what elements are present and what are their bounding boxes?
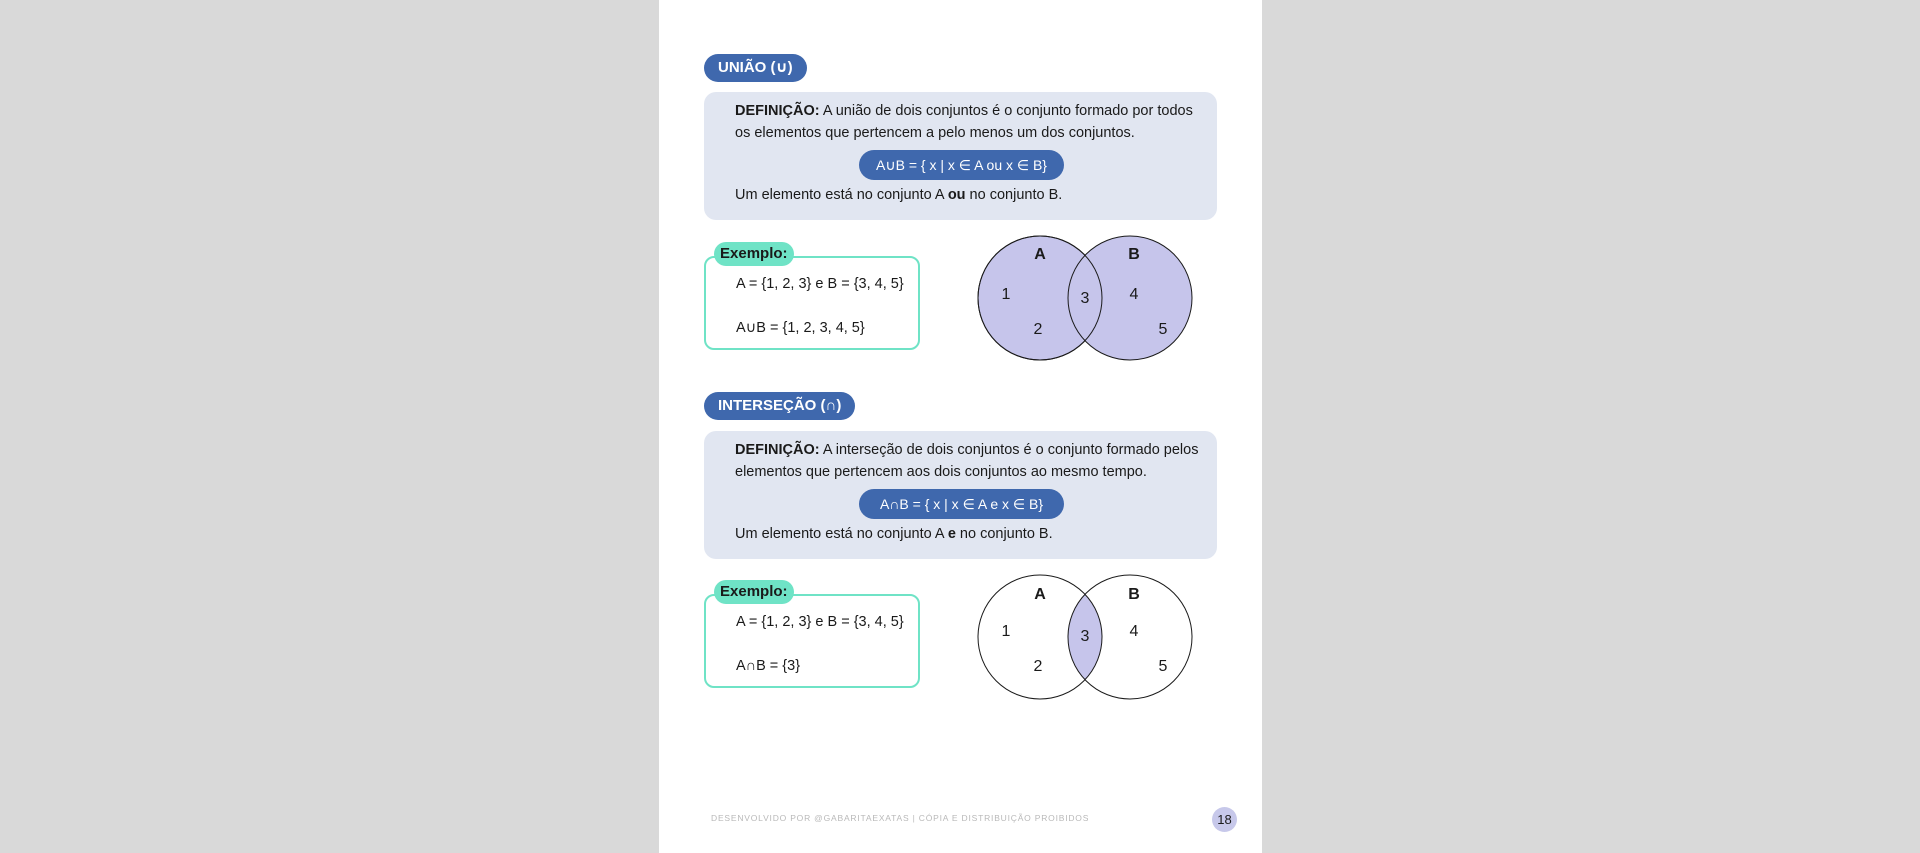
intersection-example-result: A∩B = {3} (736, 658, 801, 674)
union-venn-label-b: B (1128, 246, 1140, 263)
union-definition-box (704, 92, 1217, 220)
union-venn-diagram (974, 232, 1199, 364)
union-example-result: A∪B = {1, 2, 3, 4, 5} (736, 320, 865, 336)
intersection-section-title: INTERSEÇÃO (∩) (704, 392, 855, 420)
union-note-end: no conjunto B. (965, 187, 1063, 203)
union-venn-element: 1 (1001, 286, 1011, 303)
intersection-definition-box (704, 431, 1217, 559)
union-venn-element: 2 (1033, 321, 1043, 338)
union-note (735, 184, 1062, 206)
intersection-example-sets: A = {1, 2, 3} e B = {3, 4, 5} (736, 614, 904, 630)
union-formula: A∪B = { x | x ∈ A ou x ∈ B} (859, 150, 1064, 180)
intersection-definition-label: DEFINIÇÃO: (735, 442, 820, 458)
page-number-badge: 18 (1212, 807, 1237, 832)
intersection-venn-element: 2 (1033, 658, 1043, 675)
intersection-venn-element: 4 (1129, 623, 1139, 640)
union-example-box (704, 245, 920, 350)
intersection-venn-element: 3 (1080, 628, 1090, 645)
union-section-title: UNIÃO (∪) (704, 54, 807, 82)
union-example-sets: A = {1, 2, 3} e B = {3, 4, 5} (736, 276, 904, 292)
union-note-start: Um elemento está no conjunto A (735, 187, 948, 203)
union-note-keyword: ou (947, 187, 966, 203)
intersection-definition-body: A interseção de dois conjuntos é o conjunto formado pelos elementos que pertencem aos dois conjuntos ao mesmo tempo. (735, 442, 1199, 480)
intersection-example-label: Exemplo: (714, 580, 794, 604)
union-venn-element: 4 (1129, 286, 1139, 303)
intersection-venn-label-a: A (1034, 586, 1046, 603)
intersection-note-end: no conjunto B. (955, 526, 1053, 542)
intersection-example-box (704, 583, 920, 688)
intersection-note-keyword: e (947, 526, 956, 542)
intersection-venn-label-b: B (1128, 586, 1140, 603)
intersection-venn-element: 5 (1158, 658, 1168, 675)
document-page (659, 0, 1262, 853)
intersection-note-start: Um elemento está no conjunto A (735, 526, 948, 542)
intersection-venn-diagram (974, 571, 1199, 703)
intersection-definition-text (735, 439, 1205, 483)
union-venn-label-a: A (1034, 246, 1046, 263)
union-venn-element: 3 (1080, 290, 1090, 307)
union-definition-body: A união de dois conjuntos é o conjunto formado por todos os elementos que pertencem a pelo menos um dos conjuntos. (735, 103, 1193, 141)
intersection-note (735, 523, 1053, 545)
union-definition-text (735, 100, 1205, 144)
intersection-formula: A∩B = { x | x ∈ A e x ∈ B} (859, 489, 1064, 519)
union-venn-element: 5 (1158, 321, 1168, 338)
intersection-venn-element: 1 (1001, 623, 1011, 640)
union-example-label: Exemplo: (714, 242, 794, 266)
union-definition-label: DEFINIÇÃO: (735, 103, 820, 119)
footer-copyright: DESENVOLVIDO POR @GABARITAEXATAS | CÓPIA E DISTRIBUIÇÃO PROIBIDOS (711, 813, 1090, 823)
